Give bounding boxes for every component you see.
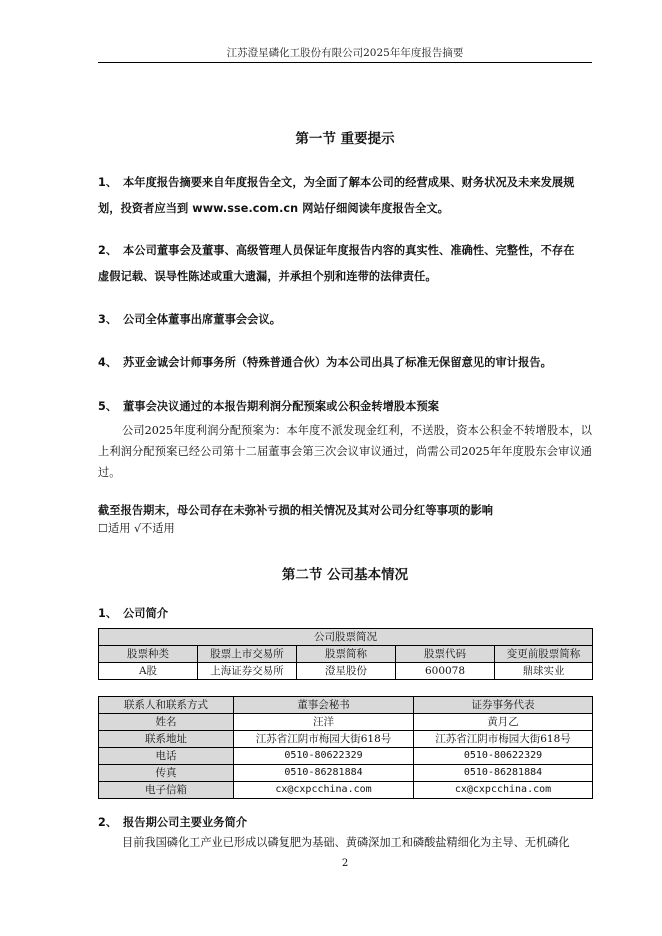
page-number: 2 — [341, 858, 349, 869]
notice-item-2 — [98, 238, 592, 290]
notice-item-3 — [98, 307, 592, 333]
notice-1-line2: 划，投资者应当到 www.sse.com.cn 网站仔细阅读年度报告全文。 — [98, 202, 449, 215]
contact-header-representative: 证券事务代表 — [414, 697, 593, 714]
notice-4-number: 4、 — [98, 356, 118, 369]
stock-type: A股 — [99, 663, 198, 680]
secretary-name: 汪洋 — [234, 714, 414, 731]
notice-item-5 — [98, 394, 592, 420]
notice-item-4 — [98, 350, 592, 376]
stock-table-title: 公司股票简况 — [99, 629, 593, 646]
stock-header-code: 股票代码 — [396, 646, 495, 663]
secretary-phone: 0510-80622329 — [234, 748, 414, 765]
stock-former-abbr: 鼎球实业 — [495, 663, 593, 680]
notice-1-line1: 本年度报告摘要来自年度报告全文，为全面了解本公司的经营成果、财务状况及未来发展规 — [123, 176, 575, 189]
stock-header-type: 股票种类 — [99, 646, 198, 663]
stock-exchange: 上海证券交易所 — [198, 663, 297, 680]
notice-1-number: 1、 — [98, 176, 118, 189]
notice-2-line1: 本公司董事会及董事、高级管理人员保证年度报告内容的真实性、准确性、完整性，不存在 — [123, 244, 575, 257]
notice-5-text: 董事会决议通过的本报告期利润分配预案或公积金转增股本预案 — [123, 400, 440, 413]
contact-table — [98, 696, 593, 799]
section2-title: 第二节 公司基本情况 — [281, 567, 409, 583]
representative-phone: 0510-80622329 — [414, 748, 593, 765]
header-divider — [98, 62, 592, 63]
company-profile-heading — [98, 601, 592, 627]
page-header: 江苏澄星磷化工股份有限公司2025年年度报告摘要 — [226, 47, 464, 59]
business-intro-text: 目前我国磷化工产业已形成以磷复肥为基础、黄磷深加工和磷酸盐精细化为主导、无机磷化 — [122, 836, 570, 849]
secretary-address: 江苏省江阴市梅园大街618号 — [234, 731, 414, 748]
section1-title: 第一节 重要提示 — [295, 131, 395, 147]
notice-3-text: 公司全体董事出席董事会会议。 — [123, 313, 282, 326]
contact-header-label: 联系人和联系方式 — [99, 697, 234, 714]
applicability-checkbox: ☐适用 √不适用 — [98, 522, 175, 535]
stock-abbr: 澄星股份 — [297, 663, 396, 680]
notice-item-1 — [98, 170, 592, 222]
contact-row-label: 电话 — [99, 748, 234, 765]
notice-3-number: 3、 — [98, 313, 118, 326]
stock-info-table — [98, 628, 593, 680]
profit-distribution-text: 公司2025年度利润分配预案为：本年度不派发现金红利，不送股，资本公积金不转增股本，以上利润分配预案已经公司第十二届董事会第三次会议审议通过，尚需公司2025年年度股东会审议通过。 — [98, 424, 592, 479]
business-number: 2、 — [98, 816, 118, 829]
notice-5-number: 5、 — [98, 400, 118, 413]
profile-label: 公司简介 — [123, 607, 169, 620]
representative-email: cx@cxpcchina.com — [414, 782, 593, 799]
contact-row-label: 传真 — [99, 765, 234, 782]
contact-header-secretary: 董事会秘书 — [234, 697, 414, 714]
stock-code: 600078 — [396, 663, 495, 680]
contact-row-label: 联系地址 — [99, 731, 234, 748]
secretary-fax: 0510-86281884 — [234, 765, 414, 782]
profile-number: 1、 — [98, 607, 118, 620]
representative-fax: 0510-86281884 — [414, 765, 593, 782]
notice-2-number: 2、 — [98, 244, 118, 257]
business-label: 报告期公司主要业务简介 — [123, 816, 248, 829]
notice-4-text: 苏亚金诚会计师事务所（特殊普通合伙）为本公司出具了标准无保留意见的审计报告。 — [123, 356, 552, 369]
stock-header-former-abbr: 变更前股票简称 — [495, 646, 593, 663]
notice-2-line2: 虚假记载、误导性陈述或重大遗漏，并承担个别和连带的法律责任。 — [98, 270, 437, 283]
contact-row-label: 姓名 — [99, 714, 234, 731]
secretary-email: cx@cxpcchina.com — [234, 782, 414, 799]
representative-address: 江苏省江阴市梅园大街618号 — [414, 731, 593, 748]
stock-header-exchange: 股票上市交易所 — [198, 646, 297, 663]
stock-header-abbr: 股票简称 — [297, 646, 396, 663]
contact-row-label: 电子信箱 — [99, 782, 234, 799]
representative-name: 黄月乙 — [414, 714, 593, 731]
uncovered-loss-heading: 截至报告期末，母公司存在未弥补亏损的相关情况及其对公司分红等事项的影响 — [98, 504, 494, 517]
